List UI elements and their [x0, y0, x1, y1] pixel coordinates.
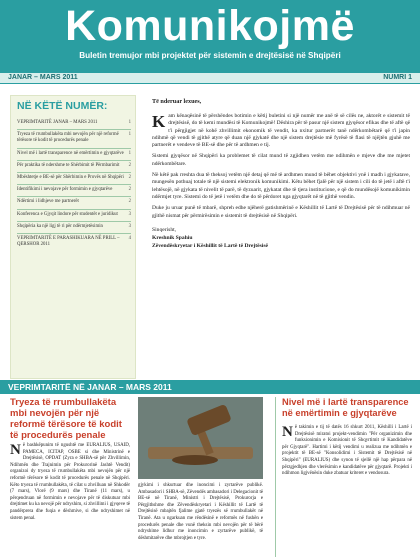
toc-list [17, 118, 131, 251]
toc-item[interactable] [17, 184, 131, 196]
newsletter-subtitle: Buletin tremujor mbi projektet për sistemin e drejtësisë në Shqipëri [79, 51, 341, 60]
letter-paragraph: Sistemi gjyqësor në Shqipëri ka problemet të cilat mund të zgjidhen vetëm me ndihmën e mjeve dhe me mjetet ndërkombëtare. [152, 153, 410, 167]
section-title: VEPRIMTARITË NË JANAR – MARS 2011 [8, 382, 172, 392]
toc-item[interactable] [17, 196, 131, 208]
issue-date: JANAR – MARS 2011 [8, 74, 78, 81]
photo-gavel-head [186, 404, 232, 436]
editorial-letter [152, 98, 410, 376]
article-headline: Nivel më i lartë transparence në emërtimin e gjyqtarëve [282, 397, 409, 418]
toc-item[interactable] [17, 172, 131, 184]
letter-closing: Sinqerisht, [152, 226, 177, 233]
toc-page-number: 3 [128, 211, 131, 217]
newsletter-title: Komunikojmë [65, 2, 355, 50]
drop-cap: N [282, 424, 293, 440]
table-of-contents [10, 95, 136, 379]
toc-item-text: Tryeza të rrumbullakëta mbi nevojën për një reformë tërësore të kodit të procedurës penale [17, 132, 119, 144]
toc-item-text: VEPRIMTARITË JANAR – MARS 2011 [17, 120, 98, 125]
toc-item[interactable] [17, 233, 131, 251]
letter-paragraph-text: am kënaqësinë të përshëndes botimin e këtij buletini si një numër me anë të së cilës ne, aktorët e sistemit të drejtësisë, do të kemi mundësi të Komunikojmë! Dëshira për të pasur një sistem gjyqësor efikas dhe të aftë që t'i përgjigjet në kohë zhvillimit ekonomik të vendit, ka nxitur partnerët tanë ndërkombëtarë që t'i japin ndihmë që vendi të gjithë atyre që duan një gjykatë dhe një sistem drejtësie më fyrësë të flasi të njëjtën gjuhë me partnerët e vendeve të BE-së dhe për të ardhmen e tij. [152, 113, 411, 149]
toc-heading: NË KËTË NUMËR: [17, 100, 108, 112]
letter-signature [152, 226, 410, 250]
article-column: gjykimi i shkurtuar dhe inoncimi i zyrtarëve publikë. Ambasadori i SHBA-së, Zëvendës ambasadori i Delegacionit të BE-së në Tiranë, Ministri i Drejtësisë, Prokurorja e Përgjithshme dhe Zëvendëskryetari i Këshillit të Lartë të Drejtësisë mbajtën fjalime gjatë tryezës së rrumbullakët në Tiranë. Ata u ngarkuan me rëndësinë e reformës në fushën e procedurës penale dhe vunë theksin mbi nevojën për të bërë ndryshime lidhur me inoncimin e zyrtarëve publikë, të dëshmitarëve dhe mbrojtjen e tyre. [138, 483, 263, 541]
toc-page-number: 1 [128, 150, 131, 156]
toc-page-number: 1 [128, 120, 131, 125]
drop-cap: N [10, 442, 21, 458]
toc-item-text: Shqipëria ka një ligj të ri për ndërmjetësimin [17, 223, 103, 229]
toc-page-number: 3 [128, 223, 131, 229]
toc-page-number: 2 [128, 187, 131, 193]
article-column-text: ë bashkëpunim të ngushtë me EURALIUS, USAID, PAMECA, ICITAP, OSBE si dhe Ministrinë e Drejtësisë, OPDAT (Zyra e SHBA-së për Zhvillimin, Ndihmën dhe Trajnimin për Prokurorinë Jashtë Vendit) organizoi dy tryeza të rrumbullakëta mbi nevojën për një reformë tërësore të kodit të procedurës penale në Shqipëri. Këto tryeza të rrumbullakëta, të cilat u zhvilluan në Shkodër (7 mars), Vlorë (9 mars) dhe Tiranë (11 mars), u përqendruan në formimin e nevojave për të diskutuar mbi drejtimet ku ka nevojë për ndryshim, si zhvillimi i gjyqeve të pandërprera dhe fuqia e dëshmive, si dhe ndryshimet në sistem penal. [10, 443, 130, 521]
toc-item[interactable] [17, 148, 131, 160]
masthead [0, 0, 420, 73]
article-column [282, 425, 412, 478]
article-column-text: ë takimin e tij të datës 16 shkurt 2011, Këshilli i Lartë i Drejtësisë miratoi projekt-vendimin "Për organizimin dhe funksionimin e Komisionit të Shqyrtimit të Kandidatëve për Gjyqtarë". Hartimi i këtij vendimi u realizua me ndihmën e projektit të BE-së "Konsolidimi i Sistemit të Drejtësisë në Shqipëri" (EURALIUS) dhe synon të sjellë një hap përpara në përzgjedhjen dhe vlerësimin e kandidatëve për gjyqtarë. Projekti i ndihmon ligjvënësin duke zbatuar kriteret e vendosura. [282, 425, 412, 477]
letter-paragraph [152, 113, 410, 149]
toc-item-text: Identifikimi i nevojave për formimin e gjyqtarëve [17, 187, 113, 193]
gavel-photo [138, 397, 263, 479]
letter-paragraph: Duke ju uruar punë të mbarë, shpreh edhe njëherë gatishmërinë e Këshillit të Lartë të Drejtësisë për të ndihmuar në gjithë nismat për përmirësimin e sistemit të drejtësisë në Shqipëri. [152, 205, 410, 219]
toc-item[interactable] [17, 118, 131, 129]
photo-gavel-base [172, 455, 218, 465]
toc-item[interactable] [17, 221, 131, 233]
article-roundtables [10, 397, 270, 541]
toc-item-text: Mbështetje e BE-së për Shërbimin e Provës në Shqipëri [17, 175, 124, 181]
toc-page-number: 2 [128, 175, 131, 181]
toc-page-number: 2 [128, 162, 131, 168]
letter-paragraph: Në këtë pak rreshta dua të theksoj vetëm një detaj që më të ardhmen mund të bëhet objektivi ynë i madh i gjykatave, mungesën pothuaj totale të një sistemi elektronik komunikimi. Këtu bëhet fjalë për një sistem i cili do të jetë i aftë t'i lehtësojë, në gjykata të nivelit të parë, të dyzuarit, gjykatat dhe të tjera institucione, e që do mundësojë komunikimin ndërmjet tyre. Sistemi do të jetë i vetëm dhe do të përdoret nga gjyqtarët në të gjithë vendin. [152, 172, 410, 200]
drop-cap: K [152, 112, 166, 131]
issue-number: NUMRI 1 [383, 74, 412, 81]
toc-item-text: Ndërtimi i lidhjeve me partnerët [17, 199, 79, 205]
toc-item-text: Për praktika të ndershme te Shërbimit të Përmbarimit [17, 162, 120, 168]
article-headline: Tryeza të rrumbullakëta mbi nevojën për një reformë tërësore të kodit të procedurës penale [10, 397, 122, 441]
toc-item-text: Konferenca e Gjyqit lindore për studentët e juridikut [17, 211, 118, 217]
toc-item[interactable] [17, 160, 131, 172]
toc-item-text: Nivel më i lartë transparence në emërtimin e gjyqtarëve [17, 150, 124, 156]
issue-info-bar [0, 73, 420, 84]
toc-item[interactable] [17, 129, 131, 147]
toc-item[interactable] [17, 209, 131, 221]
toc-page-number: 4 [128, 236, 131, 242]
toc-page-number: 2 [128, 199, 131, 205]
toc-page-number: 1 [128, 132, 131, 138]
section-header [0, 380, 420, 394]
column-divider [275, 397, 276, 557]
article-column [10, 443, 130, 522]
letter-greeting: Të nderuar lexues, [152, 98, 202, 105]
article-transparency [282, 397, 412, 560]
signer-name: Kreshnik Spahiu [152, 234, 193, 241]
signer-title: Zëvendëskryetar i Këshillit të Lartë të Drejtësisë [152, 242, 268, 249]
toc-item-text: VEPRIMTARITË E PARASHIKUARA NË PRILL – QERSHOR 2011 [17, 236, 120, 248]
